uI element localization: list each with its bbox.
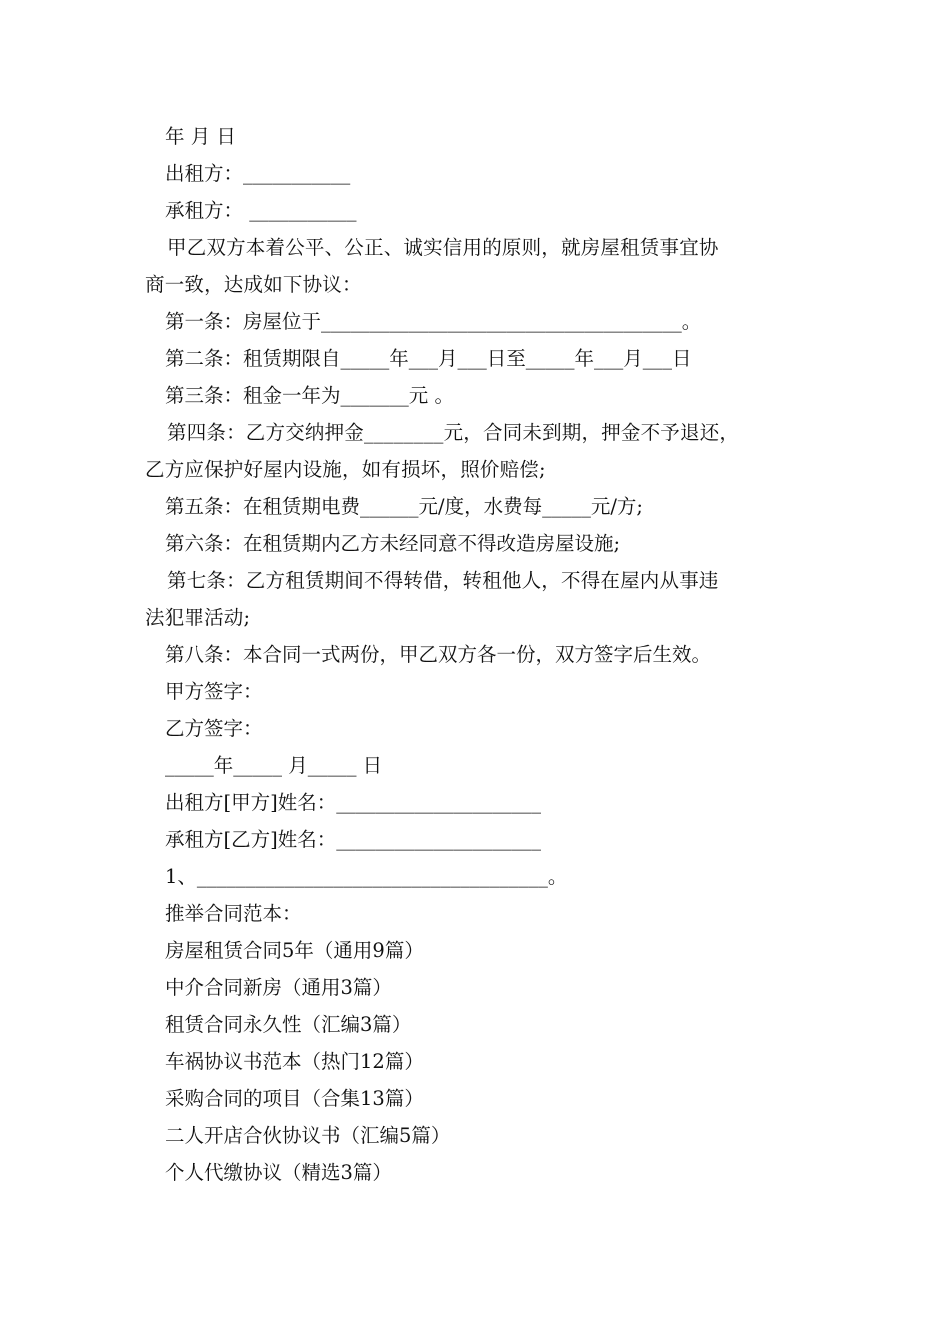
clause-2: 第二条：租赁期限自_____年___月___日至_____年___月___日 [165, 347, 692, 370]
clause-4 [145, 414, 825, 488]
clause-5: 第五条：在租赁期电费______元/度，水费每_____元/方; [165, 495, 643, 518]
date-line: 年 月 日 [165, 125, 236, 148]
clause-4-first-line: 第四条：乙方交纳押金________元，合同未到期，押金不予退还， [167, 421, 740, 444]
clause-4-cont-line: 乙方应保护好屋内设施，如有损坏，照价赔偿; [145, 458, 546, 481]
lessee-line: 承租方： ___________ [165, 199, 357, 222]
recommend-title: 推举合同范本： [165, 902, 302, 925]
signature-date: _____年_____ 月_____ 日 [165, 754, 383, 777]
recommend-link[interactable]: 二人开店合伙协议书（汇编5篇） [165, 1124, 451, 1147]
party-a-signature: 甲方签字： [165, 680, 263, 703]
clause-7 [145, 562, 825, 636]
recommend-link[interactable]: 个人代缴协议（精选3篇） [165, 1161, 392, 1184]
clause-6: 第六条：在租赁期内乙方未经同意不得改造房屋设施; [165, 532, 621, 555]
clause-7-cont-line: 法犯罪活动; [145, 606, 251, 629]
clause-7-first-line: 第七条：乙方租赁期间不得转借，转租他人，不得在屋内从事违 [167, 569, 719, 592]
clause-3: 第三条：租金一年为_______元 。 [165, 384, 454, 407]
lessor-name: 出租方[甲方]姓名：_____________________ [165, 791, 541, 814]
recommend-link[interactable]: 房屋租赁合同5年（通用9篇） [165, 939, 424, 962]
intro-first-line: 甲乙双方本着公平、公正、诚实信用的原则，就房屋租赁事宜协 [167, 236, 719, 259]
intro-cont-line: 商一致，达成如下协议： [145, 273, 362, 296]
recommend-link[interactable]: 采购合同的项目（合集13篇） [165, 1087, 424, 1110]
document-body [145, 118, 825, 1191]
intro-paragraph [145, 229, 825, 303]
clause-1: 第一条：房屋位于_____________________________________。 [165, 310, 702, 333]
recommend-link[interactable]: 车祸协议书范本（热门12篇） [165, 1050, 424, 1073]
lessee-name: 承租方[乙方]姓名：_____________________ [165, 828, 541, 851]
recommend-link[interactable]: 中介合同新房（通用3篇） [165, 976, 392, 999]
clause-8: 第八条：本合同一式两份，甲乙双方各一份，双方签字后生效。 [165, 643, 712, 666]
recommend-link[interactable]: 租赁合同永久性（汇编3篇） [165, 1013, 412, 1036]
party-b-signature: 乙方签字： [165, 717, 263, 740]
lessor-line: 出租方：___________ [165, 162, 351, 185]
item-1: 1、____________________________________。 [165, 865, 568, 888]
